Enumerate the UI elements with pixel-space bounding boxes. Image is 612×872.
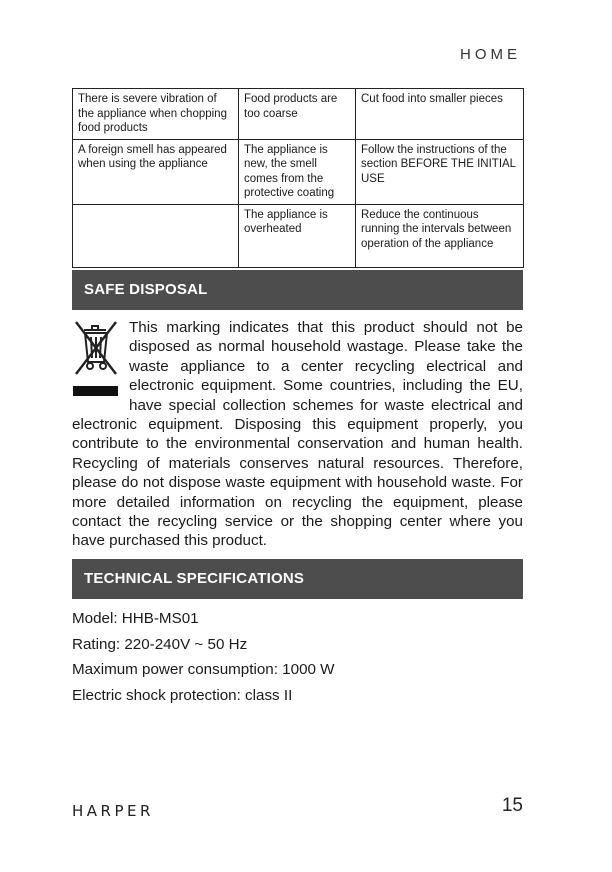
table-row	[73, 204, 524, 267]
harper-logo: HARPER	[72, 802, 154, 820]
cause-cell: The appliance is new, the smell comes from the protective coating	[239, 139, 356, 204]
table-row	[73, 139, 524, 204]
disposal-paragraph: This marking indicates that this product should not be disposed as normal household wastage. Please take the waste appliance to a center recycling electrical and electronic equipment. Some countries, including the EU, have special collection schemes for waste electrical and electronic equipment. Disposing this equipment properly, you contribute to the environmental conservation and human health. Recycling of materials conserves natural resources. Therefore, please do not dispose waste equipment with household waste. For more detailed information on recycling the equipment, please contact the recycling service or the shopping center where you have purchased this product.	[72, 319, 523, 550]
spec-rating: Rating: 220-240V ~ 50 Hz	[72, 635, 248, 653]
cause-cell: The appliance is overheated	[239, 204, 356, 267]
troubleshooting-table	[72, 88, 524, 268]
spec-model: Model: HHB-MS01	[72, 610, 199, 627]
spec-protection: Electric shock protection: class II	[72, 686, 293, 704]
problem-cell	[73, 204, 239, 267]
problem-cell: A foreign smell has appeared when using the appliance	[73, 139, 239, 204]
technical-specifications-heading: TECHNICAL SPECIFICATIONS	[72, 559, 523, 599]
solution-cell: Cut food into smaller pieces	[356, 89, 524, 140]
home-logo: HOME	[460, 46, 521, 63]
problem-cell: There is severe vibration of the appliance when chopping food products	[73, 89, 239, 140]
table-row	[73, 89, 524, 140]
cause-cell: Food products are too coarse	[239, 89, 356, 140]
spec-list	[72, 606, 523, 708]
solution-cell: Follow the instructions of the section BEFORE THE INITIAL USE	[356, 139, 524, 204]
spec-power: Maximum power consumption: 1000 W	[72, 661, 335, 678]
page-number: 15	[501, 795, 523, 816]
safe-disposal-heading: SAFE DISPOSAL	[72, 270, 523, 310]
solution-cell: Reduce the continuous running the intervals between operation of the appliance	[356, 204, 524, 267]
disposal-text	[72, 318, 523, 551]
